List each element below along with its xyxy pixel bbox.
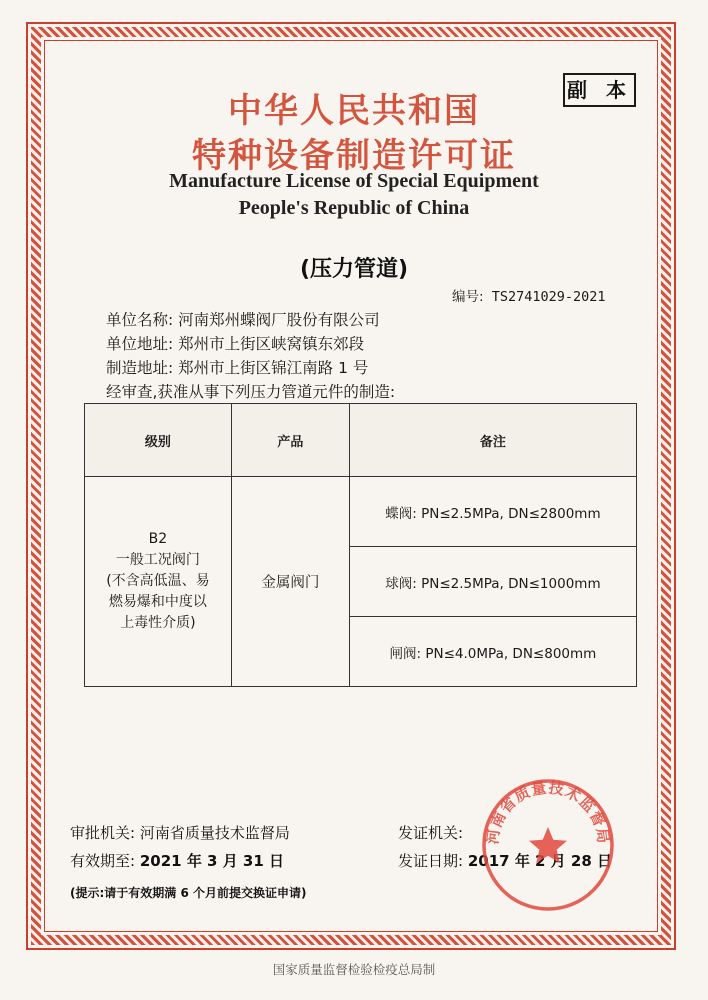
valid-until-date: 2021 年 3 月 31 日 bbox=[139, 852, 285, 870]
license-number: TS2741029-2021 bbox=[491, 289, 606, 305]
issuing-authority: 发证机关: bbox=[398, 824, 464, 842]
product-cell: 金属阀门 bbox=[231, 477, 349, 687]
level-code: B2 bbox=[148, 531, 168, 547]
unit-name: 单位名称: 河南郑州蝶阀厂股份有限公司 bbox=[106, 311, 380, 329]
table-header-row bbox=[85, 404, 637, 477]
table-row bbox=[85, 477, 637, 547]
level-desc-3: 燃易爆和中度以 bbox=[108, 594, 207, 610]
category-heading: (压力管道) bbox=[299, 257, 409, 282]
remark-gate-valve: 闸阀: PN≤4.0MPa, DN≤800mm bbox=[349, 617, 636, 687]
scope-table bbox=[84, 403, 637, 687]
level-desc-1: 一般工况阀门 bbox=[115, 552, 200, 568]
issue-date-label: 发证日期: bbox=[398, 852, 464, 870]
level-desc-2: (不含高低温、易 bbox=[106, 573, 210, 589]
title-en-line1: Manufacture License of Special Equipment bbox=[169, 170, 539, 192]
license-number-label: 编号: bbox=[452, 289, 484, 305]
unit-address: 单位地址: 郑州市上街区峡窝镇东郊段 bbox=[106, 335, 365, 353]
title-cn-line2: 特种设备制造许可证 bbox=[192, 136, 516, 176]
approval-authority: 审批机关: 河南省质量技术监督局 bbox=[70, 824, 290, 842]
issuer-footer: 国家质量监督检验检疫总局制 bbox=[272, 962, 436, 977]
seal-star-icon bbox=[529, 827, 567, 863]
title-cn-line1: 中华人民共和国 bbox=[228, 91, 480, 131]
valid-until-row bbox=[70, 850, 284, 871]
manufacture-address: 制造地址: 郑州市上街区锦江南路 1 号 bbox=[106, 359, 369, 377]
remark-ball-valve: 球阀: PN≤2.5MPa, DN≤1000mm bbox=[349, 547, 636, 617]
copy-mark: 副 本 bbox=[563, 73, 636, 107]
issue-date: 2017 年 2 月 28 日 bbox=[467, 852, 613, 870]
remark-butterfly-valve: 蝶阀: PN≤2.5MPa, DN≤2800mm bbox=[349, 477, 636, 547]
level-desc-4: 上毒性介质) bbox=[120, 615, 196, 631]
license-number-row bbox=[452, 285, 606, 305]
header-level: 级别 bbox=[85, 404, 232, 477]
approval-statement: 经审查,获准从事下列压力管道元件的制造: bbox=[106, 383, 396, 401]
renewal-note: (提示:请于有效期满 6 个月前提交换证申请) bbox=[70, 886, 307, 900]
seal-text: 河南省质量技术监督局 bbox=[483, 778, 613, 846]
title-en-line2: People's Republic of China bbox=[238, 197, 470, 219]
level-cell bbox=[85, 477, 232, 687]
header-product: 产品 bbox=[231, 404, 349, 477]
header-remarks: 备注 bbox=[349, 404, 636, 477]
official-seal bbox=[478, 775, 618, 915]
valid-until-label: 有效期至: bbox=[70, 852, 136, 870]
